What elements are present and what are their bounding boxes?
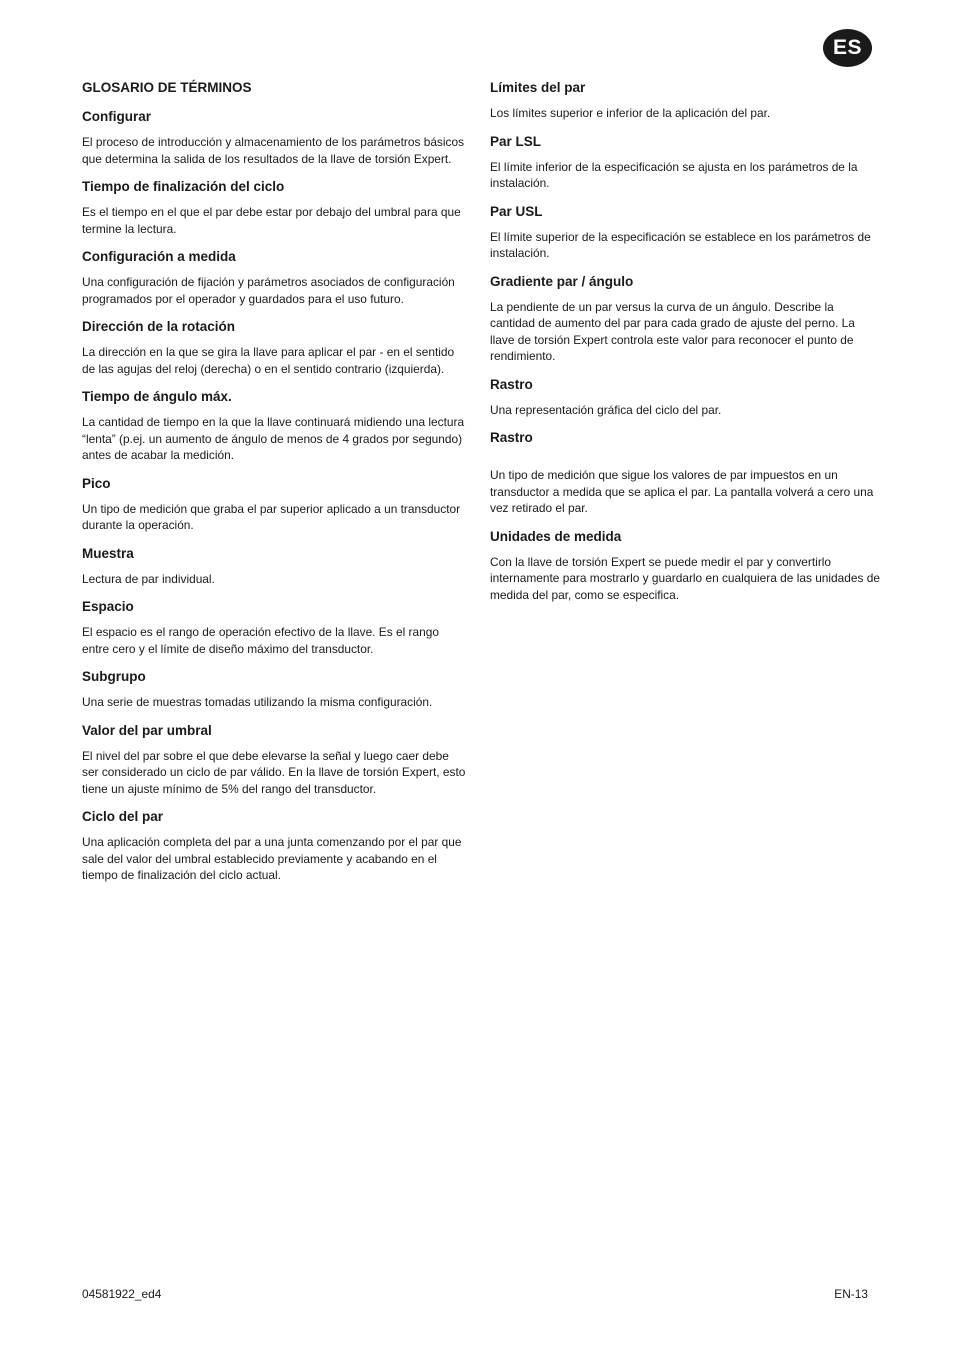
glossary-definition: Lectura de par individual. bbox=[82, 571, 215, 586]
glossary-term: Par LSL bbox=[490, 133, 542, 149]
glossary-definition: El proceso de introducción y almacenamiento de los parámetros básicos que determina la salida de los resultados de la llave de torsión Expert. bbox=[82, 135, 465, 166]
document-code: 04581922_ed4 bbox=[82, 1287, 162, 1301]
glossary-term: Límites del par bbox=[490, 80, 586, 95]
glossary-entry bbox=[82, 108, 466, 167]
glossary-term: Rastro bbox=[490, 430, 533, 445]
page-number: EN-13 bbox=[834, 1287, 868, 1301]
glossary-entry bbox=[490, 528, 880, 604]
glossary-definition: Los límites superior e inferior de la aplicación del par. bbox=[490, 106, 771, 120]
glossary-entry bbox=[82, 598, 466, 657]
glossary-term: Rastro bbox=[490, 376, 533, 392]
glossary-title: GLOSARIO DE TÉRMINOS bbox=[82, 80, 252, 95]
glossary-term: Configurar bbox=[82, 109, 151, 124]
glossary-term: Ciclo del par bbox=[82, 809, 164, 824]
glossary-definition: El nivel del par sobre el que debe elevarse la señal y luego caer debe ser considerado un ciclo de par válido. En la llave de torsión Expert, esto tiene un ajuste mínimo de 5% del rango del transductor. bbox=[82, 748, 466, 796]
glossary-entry bbox=[82, 545, 466, 588]
glossary-entry bbox=[82, 388, 466, 464]
glossary-term: Muestra bbox=[82, 545, 134, 561]
glossary-definition: Un tipo de medición que sigue los valores de par impuestos en un transductor a medida que se aplica el par. La pantalla volverá a cero una vez retirado el par. bbox=[490, 468, 874, 515]
glossary-definition: Un tipo de medición que graba el par superior aplicado a un transductor durante la operación. bbox=[82, 501, 461, 532]
glossary-entry bbox=[82, 722, 466, 798]
glossary-entry bbox=[82, 318, 466, 377]
glossary-term: Unidades de medida bbox=[490, 528, 622, 544]
glossary-definition: Es el tiempo en el que el par debe estar por debajo del umbral para que termine la lectura. bbox=[82, 205, 461, 236]
glossary-definition: Una serie de muestras tomadas utilizando la misma configuración. bbox=[82, 695, 433, 709]
glossary-definition: Una representación gráfica del ciclo del par. bbox=[490, 402, 722, 417]
glossary-right-column bbox=[490, 79, 880, 614]
glossary-entry bbox=[490, 203, 880, 262]
glossary-definition: La dirección en la que se gira la llave para aplicar el par - en el sentido de las agujas del reloj (derecha) o en el sentido contrario (izquierda). bbox=[82, 345, 455, 376]
glossary-entry bbox=[82, 178, 466, 237]
glossary-entry bbox=[490, 273, 880, 365]
glossary-term: Tiempo de ángulo máx. bbox=[82, 389, 232, 404]
glossary-term: Valor del par umbral bbox=[82, 722, 212, 738]
glossary-definition: Con la llave de torsión Expert se puede medir el par y convertirlo internamente para mostrarlo y guardarlo en cualquiera de las unidades de medida del par, como se especifica. bbox=[490, 554, 880, 602]
glossary-definition: El límite superior de la especificación se establece en los parámetros de instalación. bbox=[490, 229, 871, 260]
glossary-definition: El límite inferior de la especificación se ajusta en los parámetros de la instalación. bbox=[490, 159, 858, 190]
glossary-entry bbox=[82, 248, 466, 307]
glossary-entry bbox=[82, 808, 466, 884]
glossary-term: Espacio bbox=[82, 599, 134, 614]
glossary-term: Par USL bbox=[490, 203, 543, 219]
glossary-term: Dirección de la rotación bbox=[82, 319, 236, 334]
glossary-entry bbox=[82, 475, 466, 534]
language-badge: ES bbox=[823, 29, 872, 67]
glossary-entry bbox=[490, 133, 880, 192]
glossary-definition: El espacio es el rango de operación efectivo de la llave. Es el rango entre cero y el límite de diseño máximo del transductor. bbox=[82, 625, 439, 656]
glossary-definition: La cantidad de tiempo en la que la llave continuará midiendo una lectura “lenta” (p.ej. un aumento de ángulo de menos de 4 grados por segundo) antes de acabar la medición. bbox=[82, 415, 465, 462]
glossary-term: Configuración a medida bbox=[82, 249, 236, 264]
glossary-entry bbox=[82, 668, 466, 711]
glossary-entry bbox=[490, 79, 880, 122]
glossary-entry bbox=[490, 429, 880, 517]
glossary-term: Gradiente par / ángulo bbox=[490, 273, 634, 289]
glossary-left-column bbox=[82, 79, 466, 895]
glossary-term: Subgrupo bbox=[82, 669, 146, 684]
glossary-definition: La pendiente de un par versus la curva de un ángulo. Describe la cantidad de aumento del par para cada grado de ajuste del perno. La llave de torsión Expert controla este valor para reconocer el punto de rendimiento. bbox=[490, 299, 855, 363]
glossary-definition: Una aplicación completa del par a una junta comenzando por el par que sale del valor del umbral establecido previamente y acabando en el tiempo de finalización del ciclo actual. bbox=[82, 835, 462, 882]
glossary-entry bbox=[490, 376, 880, 419]
glossary-term: Tiempo de finalización del ciclo bbox=[82, 179, 285, 194]
glossary-term: Pico bbox=[82, 475, 111, 491]
glossary-definition: Una configuración de fijación y parámetros asociados de configuración programados por el operador y guardados para el uso futuro. bbox=[82, 275, 455, 306]
